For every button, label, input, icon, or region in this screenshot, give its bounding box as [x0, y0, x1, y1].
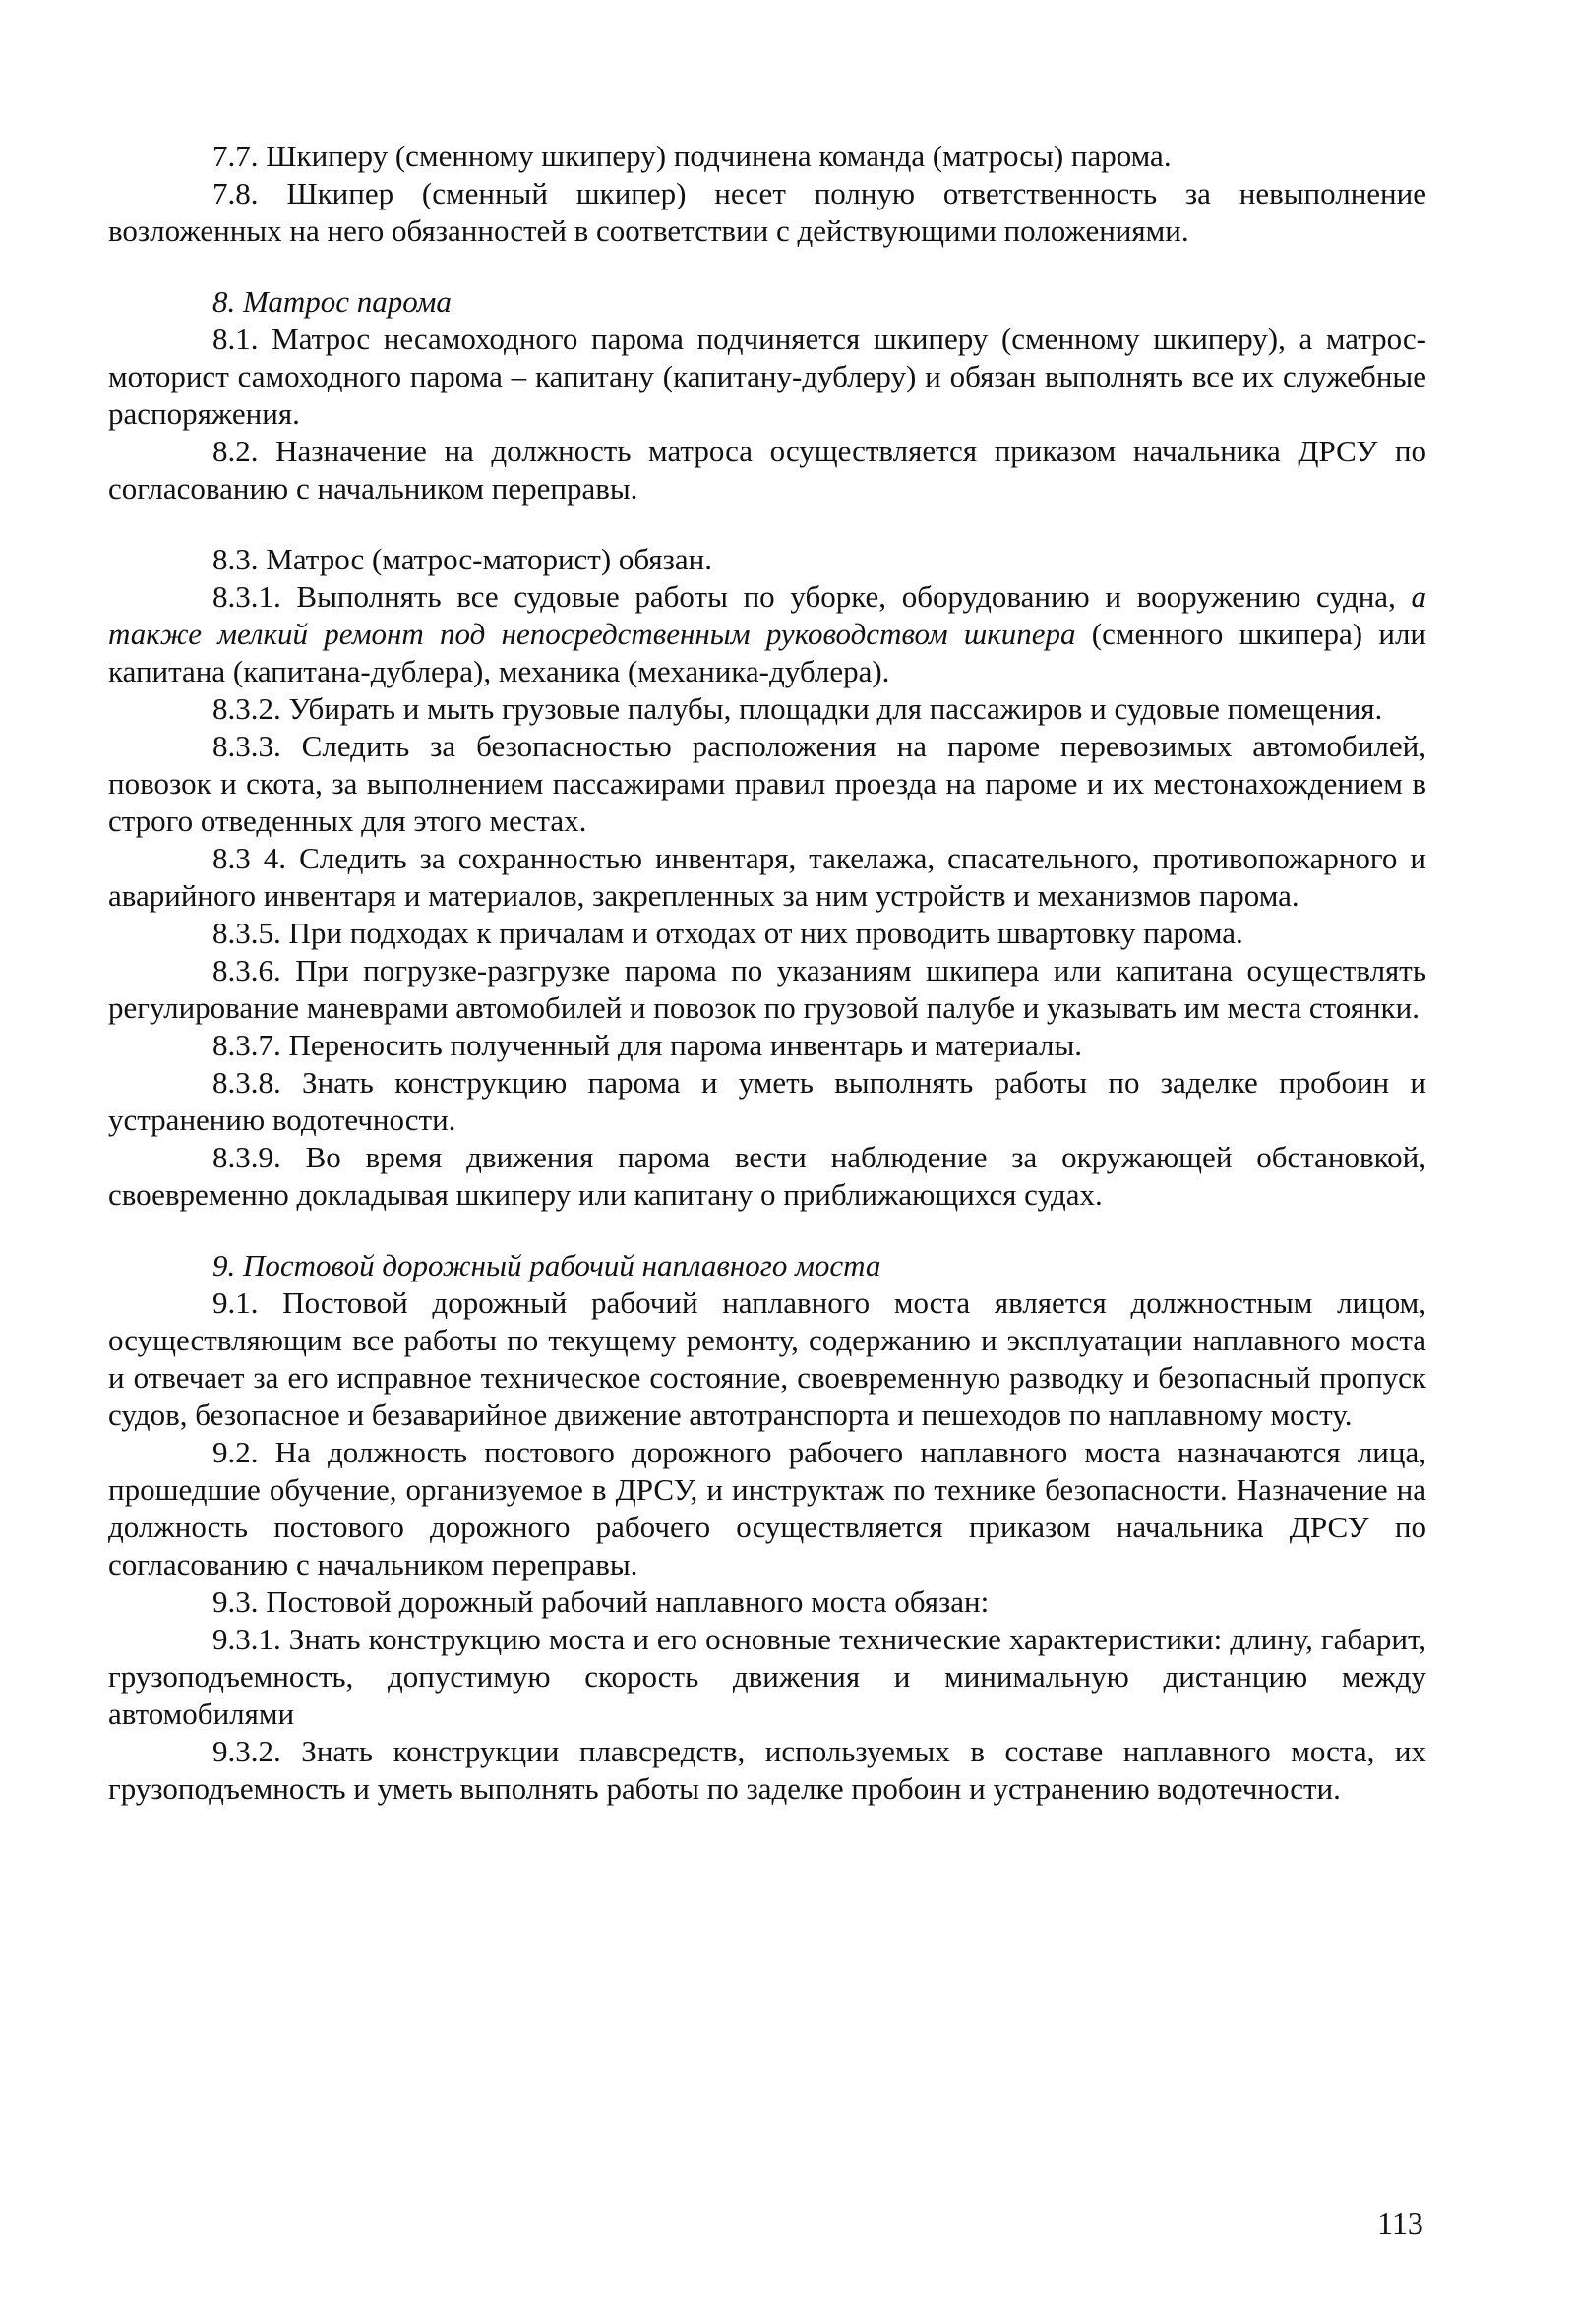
- paragraph-9-1: 9.1. Постовой дорожный рабочий наплавного моста является должностным лицом, осуществляющим все работы по текущему ремонту, содержанию и эксплуатации наплавного моста и отвечает за его исправное техническое состояние, своевременную разводку и безопасный пропуск судов, безопасное и безаварийное движение автотранспорта и пешеходов по наплавному мосту.: [108, 1285, 1426, 1432]
- paragraph-8-3-6: 8.3.6. При погрузке-разгрузке парома по указаниям шкипера или капитана осуществлять регулирование маневрами автомобилей и повозок по грузовой палубе и указывать им места стоянки.: [108, 953, 1426, 1025]
- document-page: [108, 138, 1426, 1808]
- paragraph-8-3-9: 8.3.9. Во время движения парома вести наблюдение за окружающей обстановкой, своевременно докладывая шкиперу или капитану о приближающихся судах.: [108, 1140, 1426, 1212]
- paragraph-7-7: 7.7. Шкиперу (сменному шкиперу) подчинена команда (матросы) парома.: [212, 139, 1172, 173]
- paragraph-8-3-1-italic-part: а также мелкий ремонт под непосредственным руководством шкипера: [108, 579, 1427, 651]
- paragraph-8-3-4: 8.3 4. Следить за сохранностью инвентаря, такелажа, спасательного, противопожарного и аварийного инвентаря и материалов, закрепленных за ним устройств и механизмов парома.: [108, 841, 1426, 913]
- paragraph-8-3-2: 8.3.2. Убирать и мыть грузовые палубы, площадки для пассажиров и судовые помещения.: [212, 691, 1383, 726]
- paragraph-8-3-7: 8.3.7. Переносить полученный для парома инвентарь и материалы.: [212, 1028, 1083, 1062]
- paragraph-8-1: 8.1. Матрос несамоходного парома подчиняется шкиперу (сменному шкиперу), а матрос-моторист самоходного парома – капитану (капитану-дублеру) и обязан выполнять все их служебные распоряжения.: [108, 322, 1426, 431]
- paragraph-8-3-1-part-a: 8.3.1. Выполнять все судовые работы по уборке, оборудованию и вооружению судна,: [212, 579, 1396, 614]
- page-number: 113: [1377, 2205, 1423, 2240]
- paragraph-9-3-2: 9.3.2. Знать конструкции плавсредств, используемых в составе наплавного моста, их грузоподъемность и уметь выполнять работы по заделке пробоин и устранению водотечности.: [108, 1734, 1426, 1806]
- section-heading-8: 8. Матрос парома: [212, 284, 452, 319]
- paragraph-8-3-1: [108, 578, 1426, 690]
- section-heading-9: 9. Постовой дорожный рабочий наплавного моста: [212, 1248, 881, 1282]
- paragraph-8-3-1-part-c: (сменного шкипера) или капитана (капитана-дублера), механика (механика-дублера).: [108, 617, 1427, 688]
- paragraph-9-3: 9.3. Постовой дорожный рабочий наплавного моста обязан:: [212, 1584, 990, 1619]
- paragraph-9-3-1: 9.3.1. Знать конструкцию моста и его основные технические характеристики: длину, габарит, грузоподъемность, допустимую скорость движения и минимальную дистанцию между автомобилями: [108, 1622, 1426, 1731]
- paragraph-7-8: 7.8. Шкипер (сменный шкипер) несет полную ответственность за невыполнение возложенных на него обязанностей в соответствии с действующими положениями.: [108, 176, 1426, 248]
- paragraph-8-3-8: 8.3.8. Знать конструкцию парома и уметь выполнять работы по заделке пробоин и устранению водотечности.: [108, 1065, 1426, 1137]
- paragraph-8-3-5: 8.3.5. При подходах к причалам и отходах от них проводить швартовку парома.: [212, 916, 1243, 950]
- paragraph-8-3-3: 8.3.3. Следить за безопасностью расположения на пароме перевозимых автомобилей, повозок и скота, за выполнением пассажирами правил проезда на пароме и их местонахождением в строго отведенных для этого местах.: [108, 729, 1426, 838]
- paragraph-8-2: 8.2. Назначение на должность матроса осуществляется приказом начальника ДРСУ по согласованию с начальником переправы.: [108, 434, 1426, 506]
- paragraph-8-3: 8.3. Матрос (матрос-маторист) обязан.: [212, 542, 713, 576]
- paragraph-9-2: 9.2. На должность постового дорожного рабочего наплавного моста назначаются лица, прошедшие обучение, организуемое в ДРСУ, и инструктаж по технике безопасности. Назначение на должность постового дорожного рабочего осуществляется приказом начальника ДРСУ по согласованию с начальником переправы.: [108, 1435, 1426, 1581]
